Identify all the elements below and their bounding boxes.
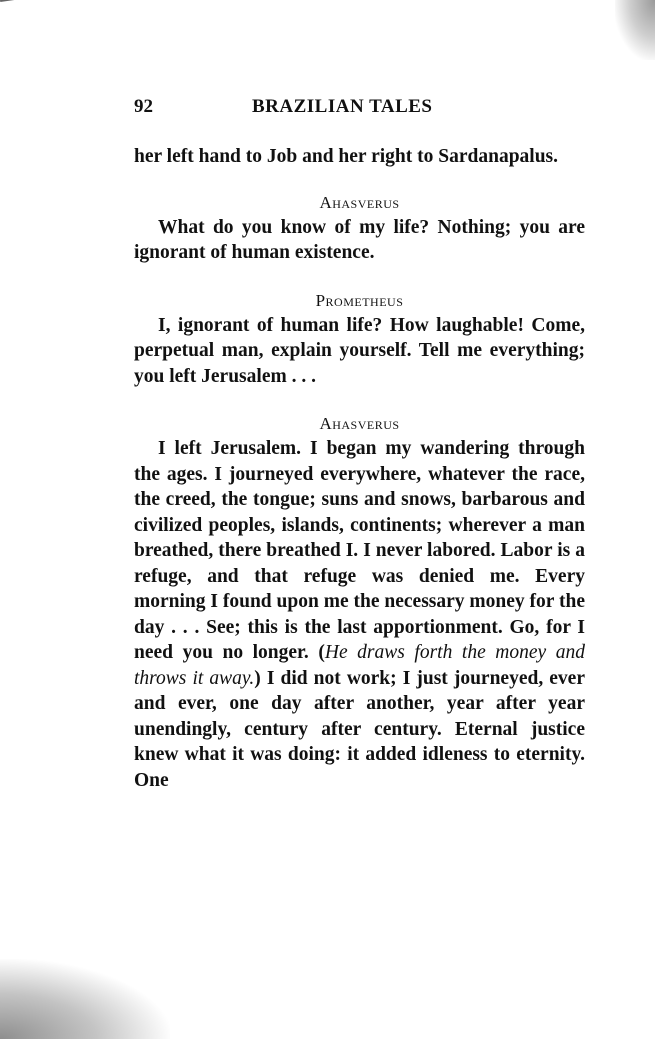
page-header	[134, 96, 585, 120]
speaker-heading: Prometheus	[315, 290, 404, 310]
dialogue-paragraph	[134, 436, 585, 793]
speaker-heading: Ahasverus	[319, 414, 400, 433]
scan-shadow-top-right	[615, 0, 655, 60]
scan-edge-mark	[0, 0, 31, 8]
dialogue-paragraph: What do you know of my life? Nothing; you are ignorant of human existence.	[134, 216, 585, 263]
page-body	[134, 144, 585, 793]
speaker-heading: Ahasverus	[319, 192, 400, 212]
running-title: BRAZILIAN TALES	[252, 96, 433, 117]
paragraph-text: I left Jerusalem. I began my wandering through the ages. I journeyed everywhere, whatever the race, the creed, the tongue; suns and snows, barbarous and civilized peoples, islands, continents; wherever a man breathed, there breathed I. I never labored. Labor is a refuge, and that refuge was denied me. Every morning I found upon me the necessary money for the day . . . See; this is the last apportionment. Go, for I need you no longer. (	[134, 438, 585, 663]
paragraph-continuation: her left hand to Job and her right to Sardanapalus.	[134, 146, 559, 167]
paragraph-text: ) I did not work; I just journeyed, ever and ever, one day after another, year after year unendingly, century after century. Eternal justice knew what it was doing: it added idleness to eternity. One	[134, 667, 585, 791]
stage-direction: He draws forth the money and throws it away.	[134, 642, 585, 689]
page-number: 92	[134, 96, 153, 117]
scan-shadow-bottom-left	[0, 959, 170, 1039]
dialogue-paragraph: I, ignorant of human life? How laughable! Come, perpetual man, explain yourself. Tell me everything; you left Jerusalem . . .	[134, 314, 585, 387]
